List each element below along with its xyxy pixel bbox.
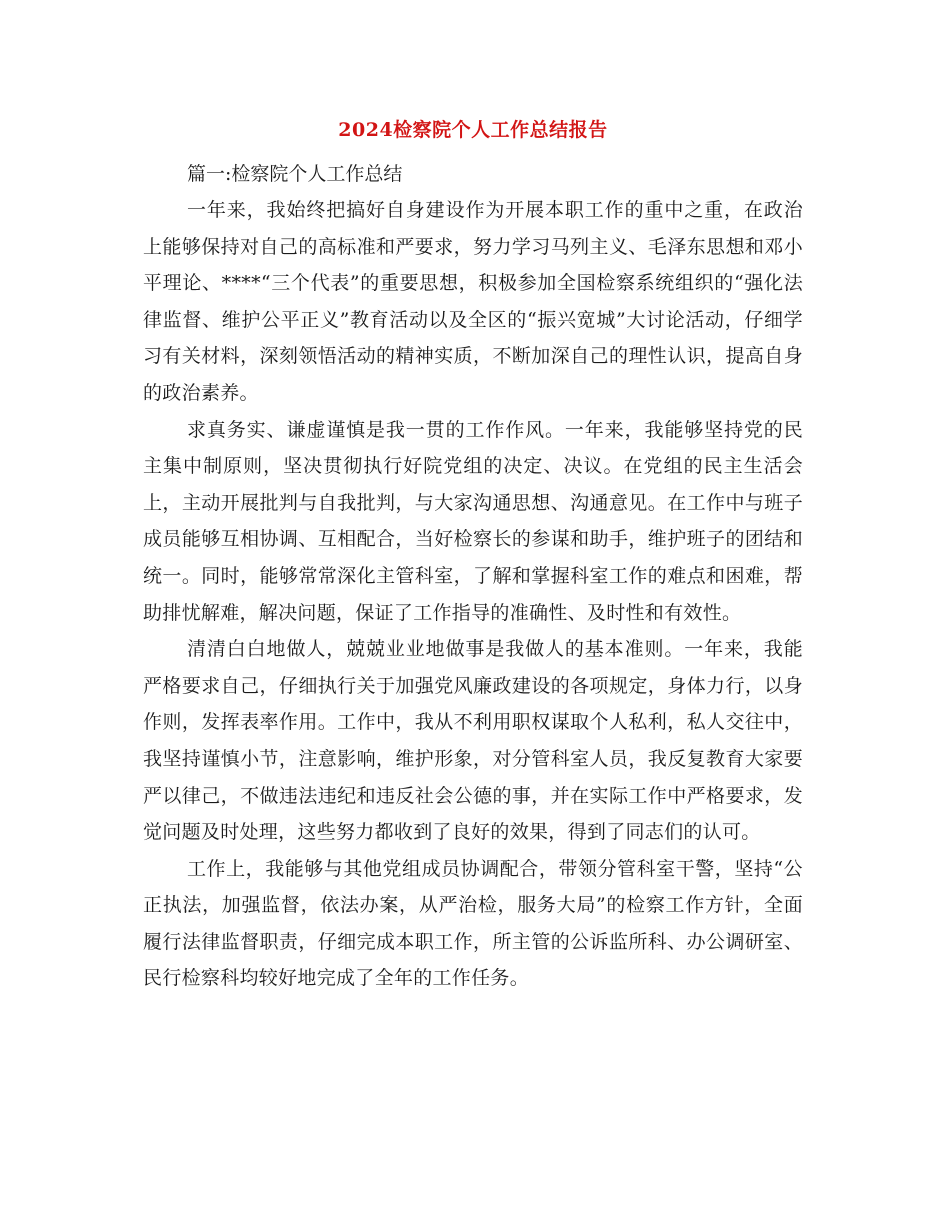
paragraph-1: 一年来，我始终把搞好自身建设作为开展本职工作的重中之重，在政治上能够保持对自己的高标准和严要求，努力学习马列主义、毛泽东思想和邓小平理论、****“三个代表”的重要思想，积极参加全国检察系统组织的“强化法律监督、维护公平正义”教育活动以及全区的“振兴宽城”大讨论活动，仔细学习有关材料，深刻领悟活动的精神实质，不断加深自己的理性认识，提高自身的政治素养。 (143, 199, 803, 404)
paragraph-2: 求真务实、谦虚谨慎是我一贯的工作作风。一年来，我能够坚持党的民主集中制原则，坚决贯彻执行好院党组的决定、决议。在党组的民主生活会上，主动开展批判与自我批判，与大家沟通思想、沟通意见。在工作中与班子成员能够互相协调、互相配合，当好检察长的参谋和助手，维护班子的团结和统一。同时，能够常常深化主管科室，了解和掌握科室工作的难点和困难，帮助排忧解难，解决问题，保证了工作指导的准确性、及时性和有效性。 (143, 418, 803, 624)
document-title: 2024检察院个人工作总结报告 (338, 119, 608, 141)
document-page (143, 0, 803, 997)
section-heading: 篇一:检察院个人工作总结 (187, 163, 403, 185)
paragraph-3: 清清白白地做人，兢兢业业地做事是我做人的基本准则。一年来，我能严格要求自己，仔细执行关于加强党风廉政建设的各项规定，身体力行，以身作则，发挥表率作用。工作中，我从不利用职权谋取个人私利，私人交往中，我坚持谨慎小节，注意影响，维护形象，对分管科室人员，我反复教育大家要严以律己，不做违法违纪和违反社会公德的事，并在实际工作中严格要求，发觉问题及时处理，这些努力都收到了良好的效果，得到了同志们的认可。 (143, 638, 803, 844)
paragraph-4: 工作上，我能够与其他党组成员协调配合，带领分管科室干警，坚持“公正执法，加强监督，依法办案，从严治检，服务大局”的检察工作方针，全面履行法律监督职责，仔细完成本职工作，所主管的公诉监所科、办公调研室、民行检察科均较好地完成了全年的工作任务。 (143, 857, 803, 990)
